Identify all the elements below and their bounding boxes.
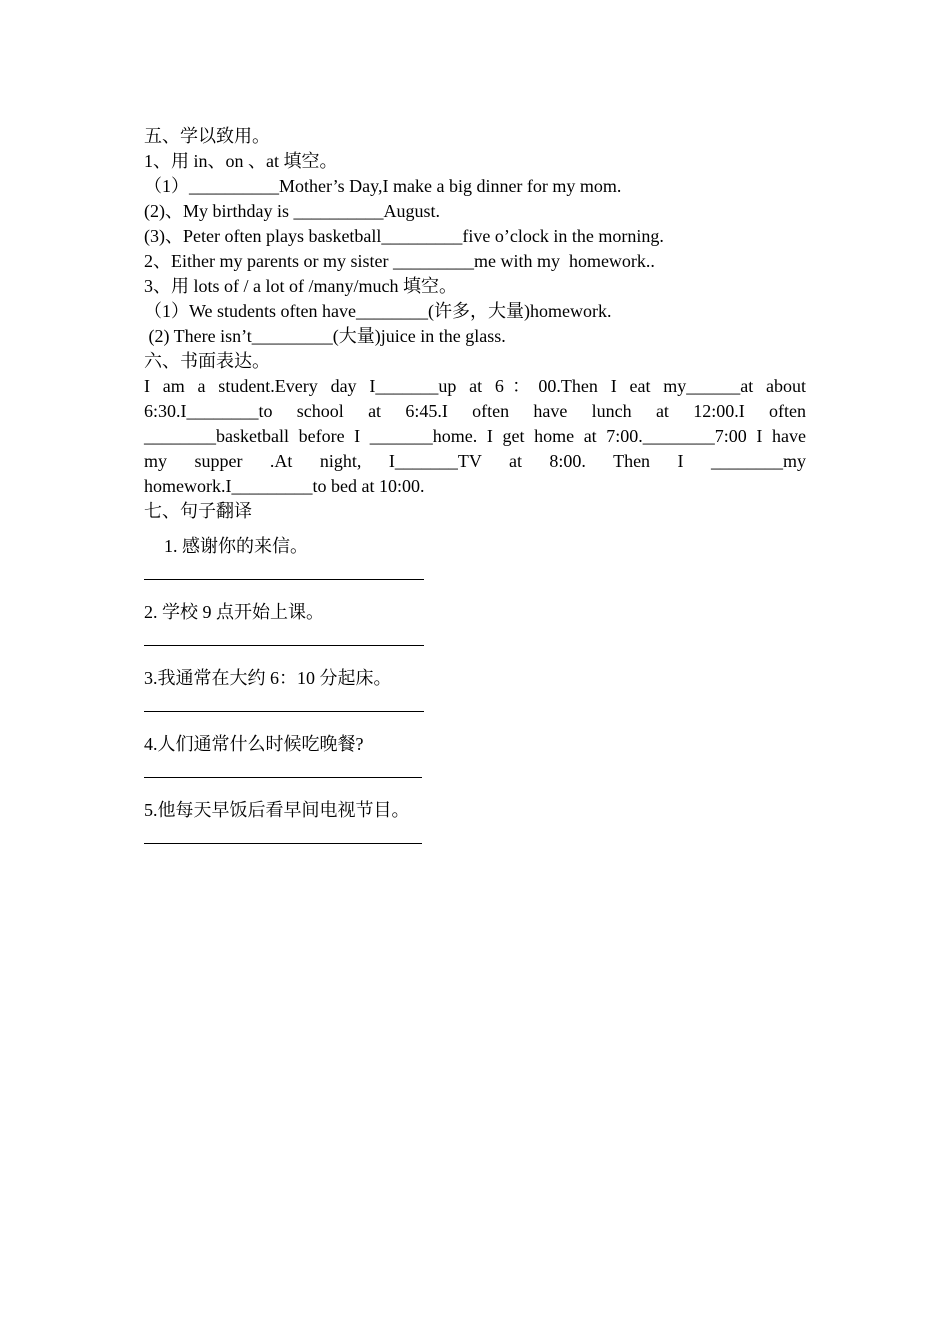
q3-title: 3、用 lots of / a lot of /many/much 填空。 <box>144 276 457 296</box>
section5-heading: 五、学以致用。 <box>144 126 270 146</box>
writing-line: I am a student.Every day I_______up at 6：00.Then I eat my______at about <box>144 376 806 396</box>
section6-heading: 六、书面表达。 <box>144 351 270 371</box>
translation-question-4: 4.人们通常什么时候吃晚餐? <box>144 734 364 754</box>
q3-item-1: （1）We students often have________(许多，大量)homework. <box>144 301 612 321</box>
answer-line-5[interactable] <box>144 843 422 844</box>
q1-item-1: （1）__________Mother’s Day,I make a big dinner for my mom. <box>144 176 622 196</box>
q2: 2、Either my parents or my sister _________me with my homework.. <box>144 251 655 271</box>
q1-item-2: (2)、My birthday is __________August. <box>144 201 440 221</box>
translation-question-2: 2. 学校 9 点开始上课。 <box>144 602 324 622</box>
translation-question-1: 1. 感谢你的来信。 <box>164 536 308 556</box>
writing-line: homework.I_________to bed at 10:00. <box>144 476 425 496</box>
writing-line: 6:30.I________to school at 6:45.I often have lunch at 12:00.I often <box>144 401 806 421</box>
section7-heading: 七、句子翻译 <box>144 501 252 521</box>
worksheet-page <box>144 124 806 844</box>
q1-title: 1、用 in、on 、at 填空。 <box>144 151 338 171</box>
translation-question-3: 3.我通常在大约 6：10 分起床。 <box>144 668 392 688</box>
writing-line: ________basketball before I _______home. I get home at 7:00.________7:00 I have <box>144 426 806 446</box>
writing-line: my supper .At night, I_______TV at 8:00. Then I ________my <box>144 451 806 471</box>
q1-item-3: (3)、Peter often plays basketball_________five o’clock in the morning. <box>144 226 664 246</box>
translation-question-5: 5.他每天早饭后看早间电视节目。 <box>144 800 410 820</box>
q3-item-2: (2) There isn’t_________(大量)juice in the glass. <box>144 326 506 346</box>
writing-paragraph <box>144 374 806 499</box>
